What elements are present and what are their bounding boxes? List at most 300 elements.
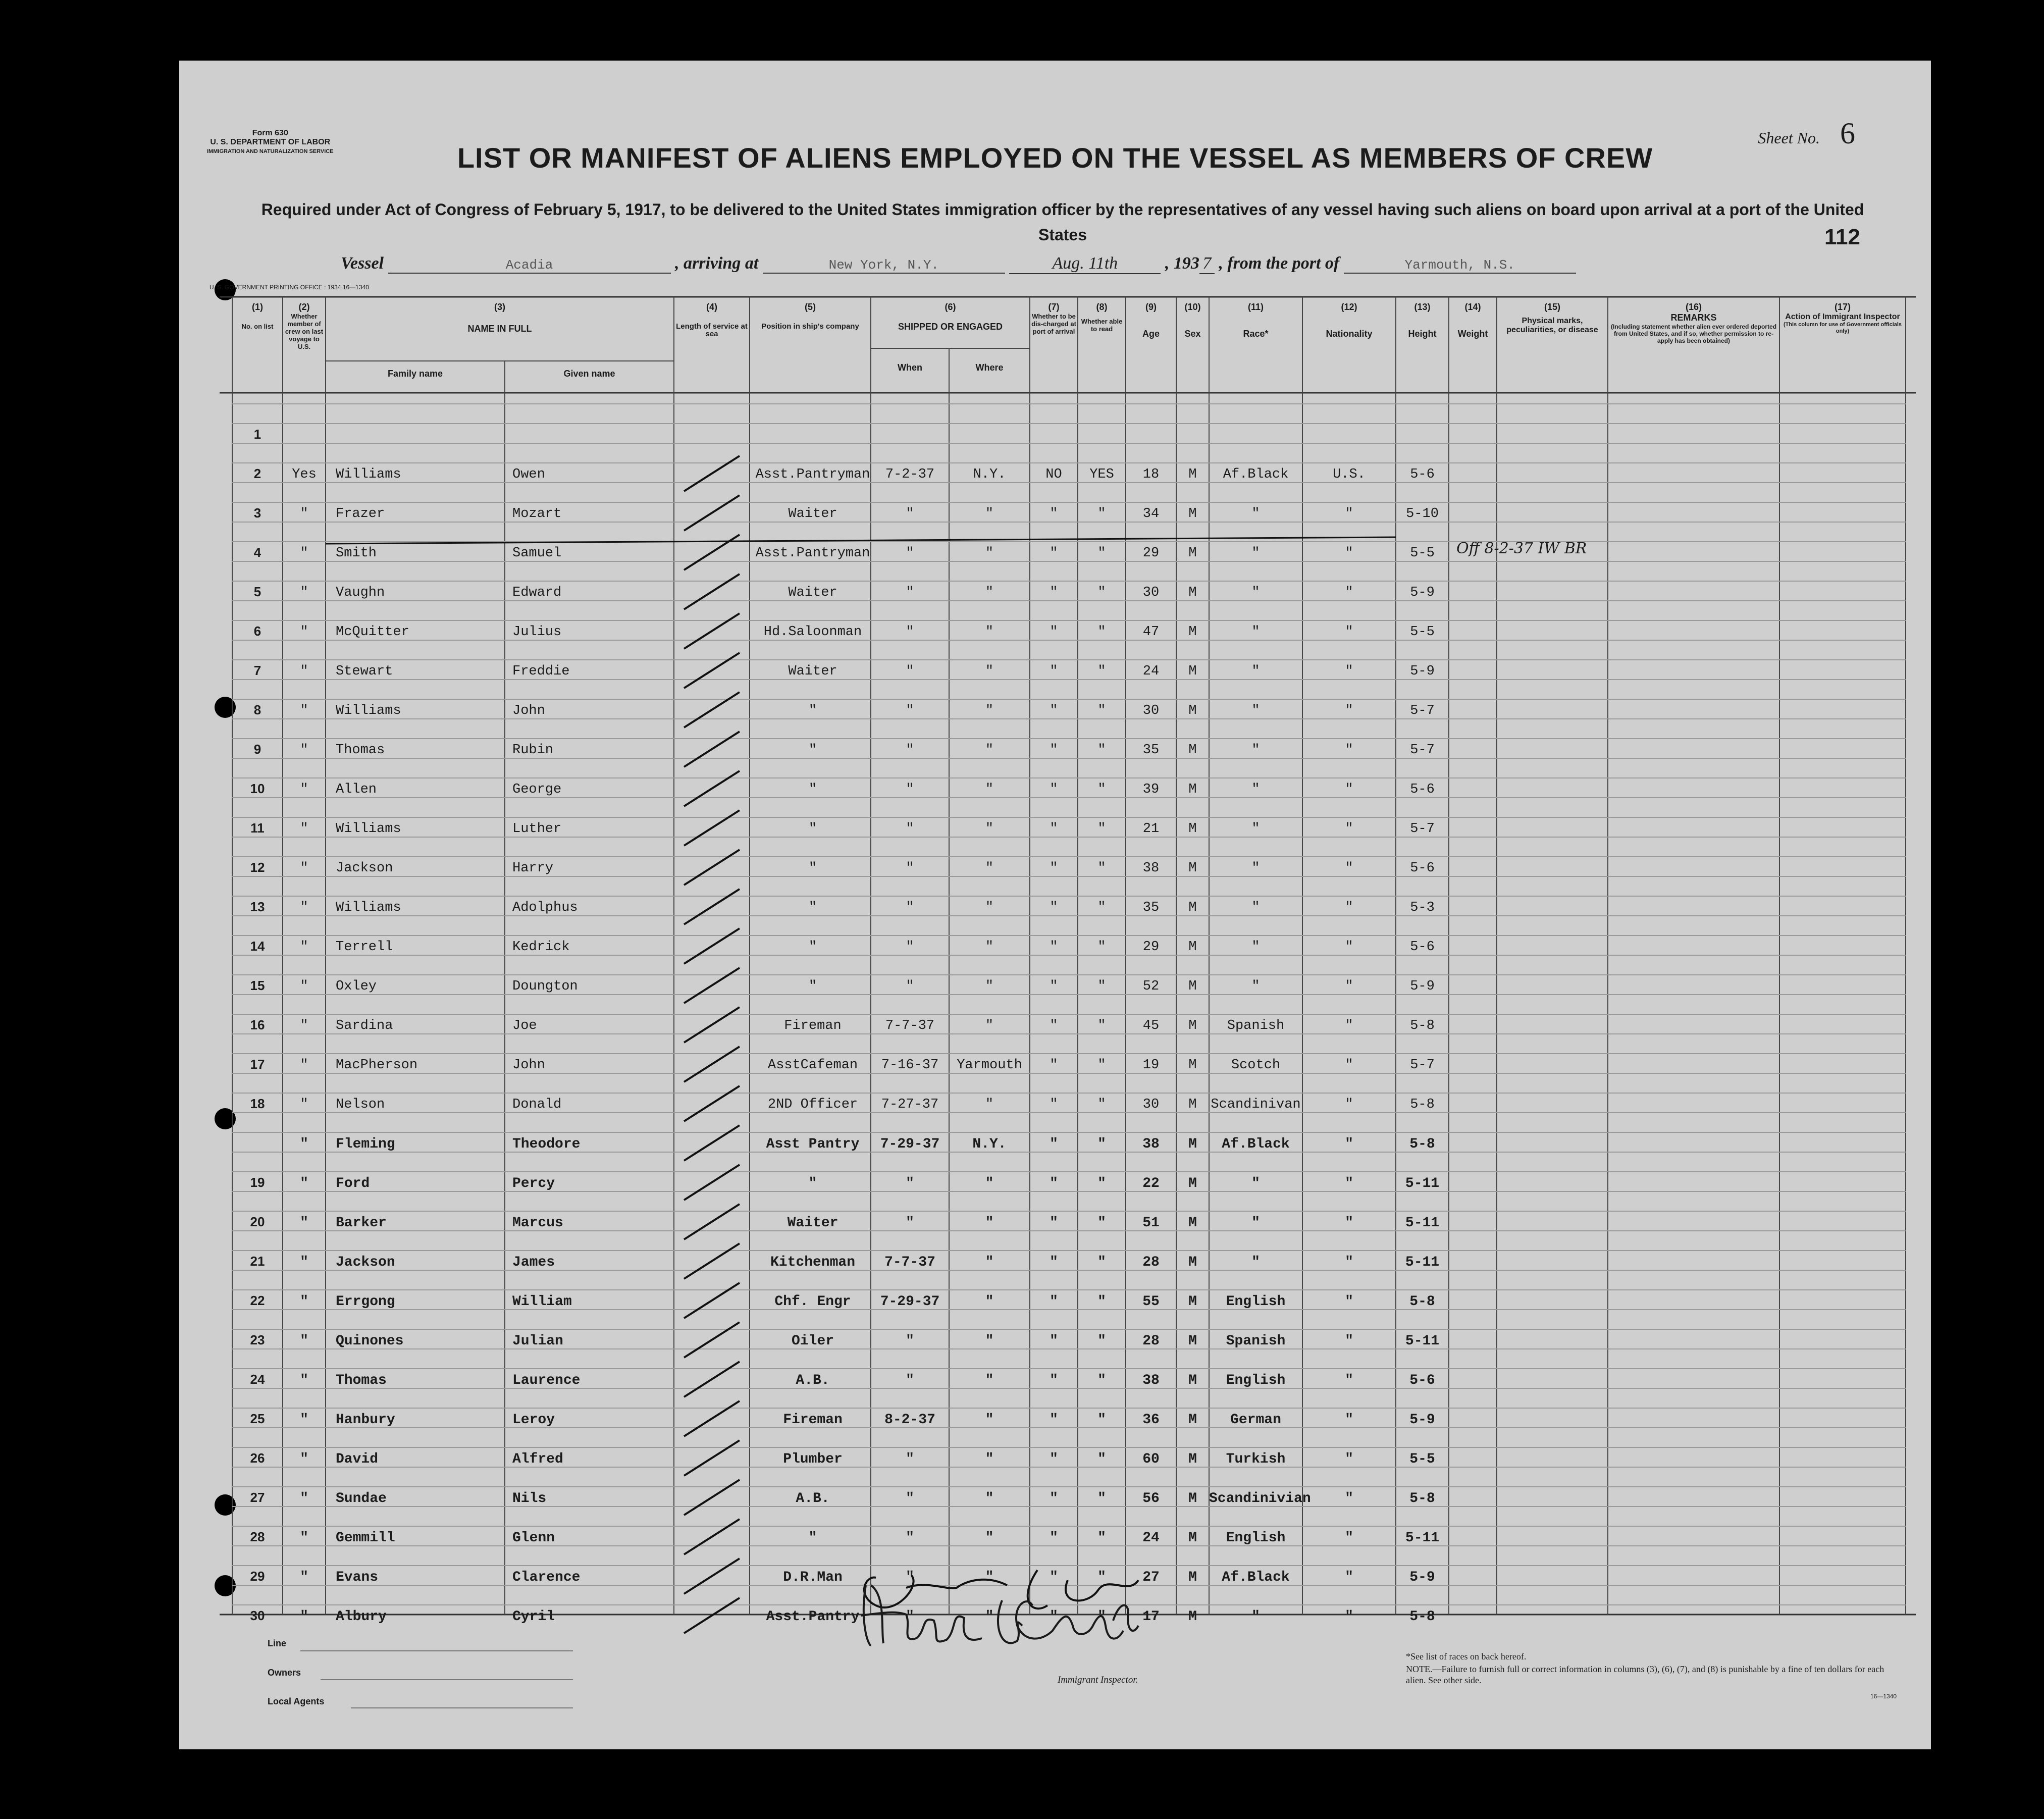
cell-ht: 5-10 (1406, 506, 1439, 522)
cell-when: 7-29-37 (880, 1294, 940, 1310)
cell-nat: " (1345, 900, 1353, 915)
col15-num: (15) (1544, 302, 1560, 312)
cell-family: Jackson (336, 1255, 395, 1270)
cell-sex: M (1188, 664, 1197, 679)
cell-where: " (985, 1570, 994, 1585)
cell-sex: M (1188, 1491, 1197, 1506)
cell-pos: Waiter (788, 506, 837, 522)
row-number: 7 (253, 663, 261, 678)
cell-ht: 5-11 (1405, 1333, 1440, 1349)
cell-sex: M (1188, 1255, 1197, 1270)
cell-pos: " (808, 743, 817, 758)
page-title: LIST OR MANIFEST OF ALIENS EMPLOYED ON THE VESSEL AS MEMBERS OF CREW (457, 142, 1653, 174)
cell-sex: M (1188, 1333, 1197, 1349)
cell-when: 7-7-37 (884, 1255, 935, 1270)
cell-pos: Waiter (788, 585, 837, 600)
cell-when: " (906, 861, 914, 876)
cell-given: Doungton (512, 979, 578, 994)
cell-read: " (1097, 1530, 1106, 1546)
cell-race: Turkish (1226, 1451, 1286, 1467)
cell-sex: M (1188, 546, 1197, 561)
sheet-label: Sheet No. (1758, 129, 1820, 147)
from-label: , from the port of (1219, 254, 1340, 273)
cell-dis: " (1050, 1255, 1058, 1270)
cell-where: " (985, 1097, 994, 1112)
row-number: 9 (253, 742, 261, 757)
cell-race: " (1251, 703, 1260, 718)
cell-crew: " (300, 585, 308, 600)
cell-sex: M (1188, 979, 1197, 994)
cell-where: N.Y. (973, 467, 1006, 482)
cell-age: 27 (1142, 1570, 1160, 1585)
cell-nat: " (1345, 1255, 1353, 1270)
cell-dis: " (1050, 1215, 1058, 1231)
cell-nat: " (1345, 664, 1353, 679)
cell-race: Spanish (1226, 1333, 1286, 1349)
cell-pos: Kitchenman (770, 1255, 856, 1270)
cell-nat: " (1345, 1609, 1353, 1625)
cell-where: " (985, 546, 994, 561)
cell-pos: " (808, 782, 817, 797)
cell-where: " (985, 1373, 994, 1388)
cell-ht: 5-8 (1410, 1018, 1435, 1033)
cell-pos: " (808, 1530, 817, 1546)
col14-label: Weight (1457, 329, 1488, 339)
cell-pos: 2ND Officer (767, 1097, 858, 1112)
cell-sex: M (1188, 743, 1197, 758)
cell-read: " (1097, 1018, 1106, 1033)
cell-nat: " (1345, 1491, 1353, 1506)
cell-ht: 5-9 (1410, 979, 1435, 994)
signature-drawing (851, 1555, 1154, 1676)
cell-family: Sardina (336, 1018, 393, 1033)
cell-read: " (1097, 1215, 1106, 1231)
cell-crew: Yes (292, 467, 317, 482)
cell-read: " (1097, 979, 1106, 994)
cell-sex: M (1188, 1294, 1197, 1310)
cell-given: William (512, 1294, 572, 1310)
cell-crew: " (300, 1097, 308, 1112)
cell-nat: " (1345, 1412, 1353, 1428)
cell-crew: " (300, 703, 308, 718)
row-number: 11 (250, 820, 265, 836)
cell-age: 35 (1142, 743, 1160, 758)
col5-num: (5) (805, 302, 816, 312)
col17-label: Action of Immigrant Inspector (1785, 313, 1900, 321)
cell-where: " (985, 1530, 994, 1546)
cell-read: " (1097, 1373, 1106, 1388)
cell-where: " (985, 979, 994, 994)
cell-when: 8-2-37 (884, 1412, 935, 1428)
cell-ht: 5-9 (1409, 1570, 1435, 1585)
cell-when: " (906, 1215, 914, 1231)
form-code: 16—1340 (1870, 1693, 1897, 1700)
cell-race: Scandinivian (1209, 1491, 1311, 1506)
cell-where: " (985, 506, 994, 522)
cell-given: Theodore (512, 1136, 581, 1152)
row-number: 25 (250, 1411, 265, 1426)
cell-sex: M (1188, 900, 1197, 915)
cell-sex: M (1188, 506, 1197, 522)
cell-where: " (985, 1176, 994, 1191)
row-number: 29 (250, 1569, 265, 1584)
cell-crew: " (300, 1215, 308, 1231)
cell-ht: 5-3 (1410, 900, 1435, 915)
cell-family: Stewart (336, 664, 393, 679)
cell-age: 38 (1142, 1373, 1160, 1388)
cell-ht: 5-11 (1405, 1255, 1440, 1270)
cell-given: Adolphus (512, 900, 578, 915)
cell-read: " (1097, 506, 1106, 522)
cell-age: 21 (1142, 821, 1160, 837)
cell-ht: 5-8 (1409, 1136, 1435, 1152)
cell-race: " (1251, 940, 1260, 955)
cell-age: 60 (1142, 1451, 1160, 1467)
cell-dis: " (1050, 546, 1058, 561)
cell-crew: " (300, 506, 308, 522)
cell-when: " (906, 546, 914, 561)
cell-pos: A.B. (796, 1491, 830, 1506)
cell-when: " (906, 585, 914, 600)
cell-read: " (1097, 743, 1106, 758)
cell-pos: " (808, 940, 817, 955)
cell-race: " (1251, 979, 1260, 994)
col2-num: (2) (298, 302, 310, 312)
col14-num: (14) (1464, 302, 1481, 312)
cell-nat: " (1345, 1097, 1353, 1112)
cell-read: " (1097, 625, 1106, 640)
cell-given: Marcus (512, 1215, 563, 1231)
row-number: 10 (250, 781, 265, 796)
col9-num: (9) (1145, 302, 1157, 312)
row-number: 30 (250, 1608, 265, 1623)
cell-where: " (985, 940, 994, 955)
cell-ht: 5-8 (1409, 1609, 1435, 1625)
cell-read: " (1097, 821, 1106, 837)
col3-given-header: Given name (563, 369, 615, 379)
cell-race: " (1251, 506, 1260, 522)
cell-family: Nelson (336, 1097, 385, 1112)
cell-nat: " (1345, 1570, 1353, 1585)
col11-num: (11) (1247, 302, 1264, 312)
col16-num: (16) (1685, 302, 1702, 312)
cell-when: 7-16-37 (881, 1058, 939, 1073)
cell-crew: " (300, 743, 308, 758)
cell-race: Spanish (1227, 1018, 1285, 1033)
date-value: Aug. 11th (1009, 254, 1161, 274)
cell-where: " (985, 703, 994, 718)
row-number: 16 (250, 1017, 265, 1032)
cell-when: 7-7-37 (885, 1018, 935, 1033)
cell-read: " (1097, 664, 1106, 679)
cell-ht: 5-9 (1410, 585, 1435, 600)
col8-num: (8) (1096, 302, 1108, 312)
cell-nat: " (1345, 940, 1353, 955)
cell-nat: " (1345, 861, 1353, 876)
cell-dis: " (1050, 1451, 1058, 1467)
line-label: Line (268, 1638, 287, 1648)
cell-dis: " (1050, 703, 1058, 718)
cell-ht: 5-8 (1409, 1294, 1435, 1310)
inspector-label: Immigrant Inspector. (1058, 1675, 1138, 1685)
arriving-value: New York, N.Y. (763, 257, 1005, 274)
cell-race: " (1251, 900, 1260, 915)
cell-ht: 5-5 (1410, 546, 1435, 561)
cell-family: Thomas (336, 743, 385, 758)
cell-pos: Waiter (787, 1215, 838, 1231)
cell-pos: " (808, 900, 817, 915)
col4-label: Length of service at sea (676, 322, 748, 338)
cell-family: McQuitter (336, 625, 409, 640)
cell-sex: M (1188, 821, 1197, 837)
cell-nat: " (1345, 979, 1353, 994)
page-number: 112 (1824, 225, 1860, 249)
cell-given: John (512, 1058, 545, 1073)
cell-family: MacPherson (336, 1058, 418, 1073)
cell-race: " (1251, 782, 1260, 797)
cell-dis: " (1050, 1176, 1058, 1191)
col16-sub: (Including statement whether alien ever ordered deported from United States, and if so, whether permission to re-apply has been obtained) (1610, 323, 1777, 344)
cell-nat: " (1345, 1058, 1353, 1073)
col12-label: Nationality (1326, 329, 1373, 339)
cell-where: N.Y. (972, 1136, 1007, 1152)
cell-family: Williams (336, 467, 401, 482)
cell-race: " (1251, 1609, 1260, 1625)
cell-pos: " (808, 979, 817, 994)
cell-age: 36 (1142, 1412, 1160, 1428)
cell-given: Nils (512, 1491, 547, 1506)
cell-pos: Fireman (783, 1412, 843, 1428)
cell-age: 52 (1142, 979, 1160, 994)
cell-age: 30 (1142, 703, 1160, 718)
owners-label: Owners (268, 1668, 301, 1678)
cell-sex: M (1188, 1018, 1197, 1033)
col7-num: (7) (1048, 302, 1060, 312)
cell-race: English (1226, 1294, 1286, 1310)
cell-when: " (906, 1451, 914, 1467)
cell-ht: 5-7 (1410, 743, 1435, 758)
cell-read: " (1097, 1412, 1106, 1428)
cell-where: " (985, 1609, 994, 1625)
cell-where: " (985, 821, 994, 837)
manifest-sheet (179, 61, 1931, 1749)
cell-when: 7-29-37 (880, 1136, 940, 1152)
col13-label: Height (1408, 329, 1437, 339)
col1-num: (1) (252, 302, 263, 312)
cell-sex: M (1188, 1176, 1197, 1191)
cell-age: 19 (1142, 1058, 1160, 1073)
cell-read: " (1097, 1491, 1106, 1506)
footer-rules (275, 1648, 578, 1709)
cell-given: Kedrick (512, 940, 570, 955)
cell-crew: " (300, 821, 308, 837)
cell-where: " (985, 1333, 994, 1349)
cell-where: " (985, 585, 994, 600)
col6-label: SHIPPED OR ENGAGED (898, 322, 1003, 332)
row-number: 5 (253, 584, 261, 599)
cell-where: " (985, 861, 994, 876)
cell-dis: " (1050, 1530, 1058, 1546)
cell-pos: Hd.Saloonman (763, 625, 862, 640)
cell-nat: " (1345, 743, 1353, 758)
cell-given: John (512, 703, 545, 718)
cell-family: Williams (336, 821, 401, 837)
cell-read: " (1097, 1136, 1106, 1152)
cell-nat: " (1345, 1333, 1353, 1349)
cell-dis: " (1050, 1609, 1058, 1625)
cell-ht: 5-11 (1405, 1215, 1440, 1231)
arriving-label: , arriving at (675, 254, 759, 273)
cell-family: Williams (336, 703, 401, 718)
cell-when: 7-27-37 (881, 1097, 939, 1112)
col8-label: Whether able to read (1081, 318, 1123, 333)
cell-nat: " (1345, 1373, 1353, 1388)
cell-dis: " (1050, 821, 1058, 837)
print-office: U. S. GOVERNMENT PRINTING OFFICE : 1934 16—1340 (209, 284, 369, 291)
cell-crew: " (300, 1176, 308, 1191)
row-number: 20 (250, 1214, 265, 1229)
cell-where: " (985, 664, 994, 679)
cell-nat: U.S. (1333, 467, 1366, 482)
cell-family: Sundae (336, 1491, 387, 1506)
cell-pos: " (808, 821, 817, 837)
cell-read: " (1097, 1097, 1106, 1112)
cell-when: " (906, 1176, 914, 1191)
cell-crew: " (300, 1255, 308, 1270)
cell-family: Gemmill (336, 1530, 395, 1546)
from-value: Yarmouth, N.S. (1344, 257, 1576, 274)
cell-dis: " (1050, 782, 1058, 797)
cell-ht: 5-11 (1405, 1176, 1440, 1191)
col3-family-header: Family name (387, 369, 443, 379)
cell-family: Ford (336, 1176, 370, 1191)
cell-ht: 5-6 (1410, 467, 1435, 482)
cell-ht: 5-6 (1410, 861, 1435, 876)
vessel-label: Vessel (341, 254, 384, 273)
cell-dis: " (1050, 1294, 1058, 1310)
row-number: 8 (253, 702, 261, 717)
col15-label: Physical marks, peculiarities, or disease (1506, 317, 1598, 334)
cell-age: 30 (1142, 1097, 1160, 1112)
cell-given: Edward (512, 585, 562, 600)
service-name: IMMIGRATION AND NATURALIZATION SERVICE (207, 148, 334, 154)
cell-age: 29 (1142, 940, 1160, 955)
cell-where: Yarmouth (957, 1058, 1022, 1073)
cell-crew: " (300, 940, 308, 955)
cell-dis: " (1050, 625, 1058, 640)
cell-given: Freddie (512, 664, 570, 679)
cell-nat: " (1345, 506, 1353, 522)
penalty-note: NOTE.—Failure to furnish full or correct information in columns (3), (6), (7), and (8) is punishable by a fine of ten dollars for each alien. See other side. (1406, 1664, 1884, 1685)
cell-age: 39 (1142, 782, 1160, 797)
cell-read: " (1097, 1570, 1106, 1585)
cell-when: " (906, 1333, 914, 1349)
cell-age: 28 (1142, 1333, 1160, 1349)
cell-family: Oxley (336, 979, 377, 994)
cell-sex: M (1188, 940, 1197, 955)
cell-race: Af.Black (1222, 1570, 1290, 1585)
cell-family: Allen (336, 782, 377, 797)
cell-race: English (1226, 1373, 1286, 1388)
row-number: 15 (250, 978, 265, 993)
cell-sex: M (1188, 703, 1197, 718)
cell-nat: " (1345, 1176, 1353, 1191)
cell-crew: " (300, 1018, 308, 1033)
cell-race: Scandinivan (1211, 1097, 1301, 1112)
cell-dis: " (1050, 900, 1058, 915)
cell-pos: Oiler (791, 1333, 834, 1349)
cell-read: " (1097, 1333, 1106, 1349)
cell-race: " (1251, 546, 1260, 561)
year-label: , 193 (1165, 254, 1199, 273)
col17-sub: (This column for use of Government officials only) (1783, 322, 1902, 334)
cell-age: 55 (1142, 1294, 1160, 1310)
cell-dis: " (1050, 1491, 1058, 1506)
cell-pos: Chf. Engr (774, 1294, 851, 1310)
row-number: 1 (253, 427, 261, 442)
cell-age: 28 (1142, 1255, 1160, 1270)
col6-where-header: Where (975, 362, 1004, 373)
cell-family: Albury (336, 1609, 387, 1625)
row-number: 2 (253, 466, 261, 481)
row-number: 3 (253, 505, 261, 521)
cell-read: " (1097, 703, 1106, 718)
cell-pos: " (808, 861, 817, 876)
cell-dis: " (1050, 743, 1058, 758)
cell-sex: M (1188, 1136, 1197, 1152)
cell-race: " (1251, 743, 1260, 758)
cell-race: " (1251, 664, 1260, 679)
cell-given: Laurence (512, 1373, 581, 1388)
cell-family: Evans (336, 1570, 379, 1585)
cell-crew: " (300, 1609, 308, 1625)
cell-nat: " (1345, 1530, 1353, 1546)
cell-given: Glenn (512, 1530, 555, 1546)
cell-remark: Off 8-2-37 IW BR (1456, 540, 1587, 557)
form-number: Form 630 (252, 129, 288, 137)
col7-label: Whether to be dis-charged at port of arrival (1031, 313, 1076, 335)
cell-when: " (906, 1373, 914, 1388)
cell-read: " (1097, 782, 1106, 797)
cell-age: 24 (1142, 664, 1160, 679)
cell-nat: " (1345, 1451, 1353, 1467)
cell-family: Frazer (336, 506, 385, 522)
row-number: 23 (250, 1332, 265, 1347)
cell-age: 18 (1142, 467, 1160, 482)
cell-given: Percy (512, 1176, 555, 1191)
cell-ht: 5-8 (1409, 1491, 1435, 1506)
cell-when: " (906, 1609, 914, 1625)
binder-hole (785, 14, 806, 35)
cell-ht: 5-11 (1405, 1530, 1440, 1546)
cell-dis: " (1050, 1097, 1058, 1112)
cell-read: " (1097, 1294, 1106, 1310)
cell-dis: " (1050, 1373, 1058, 1388)
cell-age: 47 (1142, 625, 1160, 640)
row-number: 27 (250, 1490, 265, 1505)
cell-given: Rubin (512, 743, 554, 758)
cell-ht: 5-6 (1409, 1373, 1435, 1388)
cell-ht: 5-9 (1410, 664, 1435, 679)
cell-dis: " (1050, 1570, 1058, 1585)
cell-pos: Waiter (788, 664, 837, 679)
cell-age: 30 (1142, 585, 1160, 600)
row-number: 4 (253, 545, 261, 560)
cell-when: " (906, 782, 914, 797)
cell-given: Mozart (512, 506, 562, 522)
cell-sex: M (1188, 625, 1197, 640)
cell-crew: " (300, 1294, 308, 1310)
